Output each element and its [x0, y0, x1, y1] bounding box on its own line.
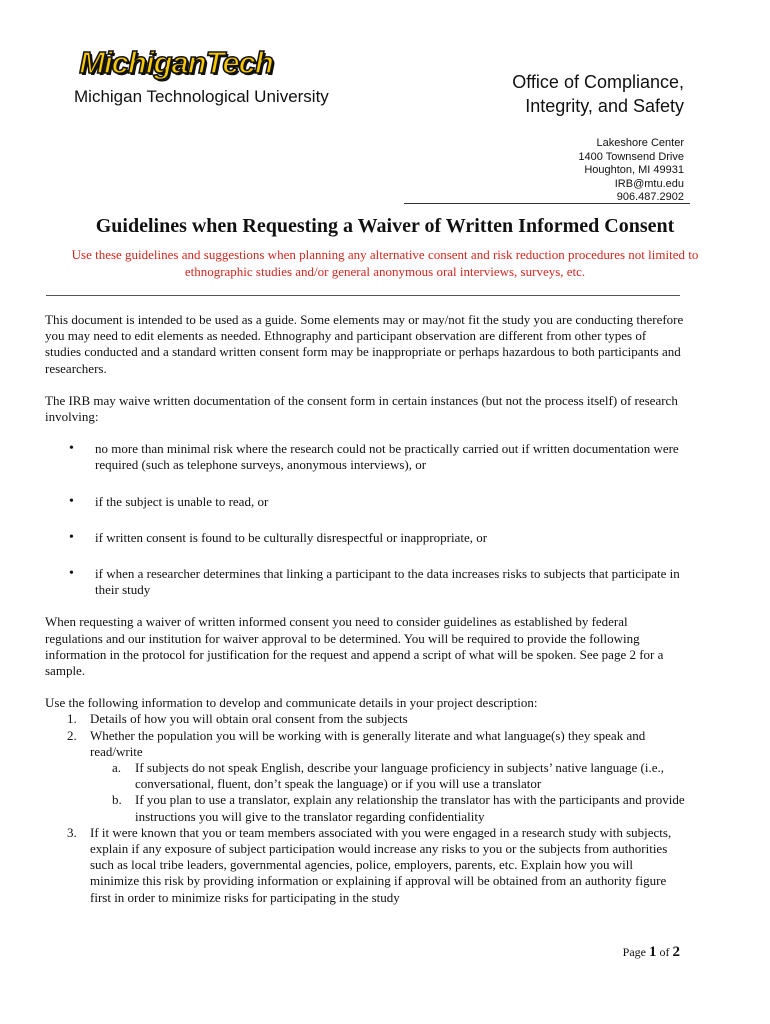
contact-email: IRB@mtu.edu [614, 177, 684, 190]
requirements-list [45, 711, 685, 905]
contact-street: 1400 Townsend Drive [578, 150, 684, 163]
list-item: 3. If it were known that you or team members associated with you were engaged in a research study with subjects, explain if any exposure of subject participation would increase any risks to you or the subjects from authorities such as local tribe leaders, governmental agencies, police, employers, parents, etc. Explain how you will minimize this risk by providing information or explaining if approval will be obtained from an authority figure first in order to minimize risks for participating in the study [67, 824, 672, 905]
contact-block [444, 137, 684, 205]
michigan-tech-logo [72, 42, 280, 84]
document-title: Guidelines when Requesting a Waiver of Written Informed Consent [95, 215, 675, 237]
contact-phone: 906.487.2902 [616, 191, 684, 203]
list-item: • no more than minimal risk where the research could not be practically carried out if written documentation were required (such as telephone surveys, anonymous interviews), or [69, 441, 679, 473]
list-item: 2. Whether the population you will be working with is generally literate and what language(s) they speak and read/write a. If subjects do not speak English, describe your language proficiency in subjects’ native language (i.e., conversational, fluent, don’t speak the language) or if you will use a translator b. If you plan to use a translator, explain any relationship the translator has with the participants and provide instructions you will give to the translator regarding confidentiality [67, 727, 685, 824]
page-number: Page 1 of 2 [622, 944, 680, 960]
section-divider [46, 295, 680, 296]
list-item: • if the subject is unable to read, or [69, 493, 269, 509]
waiver-conditions-list [45, 441, 685, 598]
bullet-icon: • [69, 566, 74, 582]
contact-building: Lakeshore Center [596, 137, 684, 149]
contact-city: Houghton, MI 49931 [584, 164, 684, 176]
header-divider [404, 203, 690, 204]
bullet-icon: • [69, 529, 74, 545]
list-item: • if written consent is found to be culturally disrespectful or inappropriate, or [69, 529, 488, 545]
list-item: b. If you plan to use a translator, explain any relationship the translator has with the participants and provide instructions you will give to the translator regarding confidentiality [112, 792, 685, 824]
office-line-1: Office of Compliance, [512, 72, 684, 92]
paragraph-purpose: This document is intended to be used as a guide. Some elements may or may/not fit the study you are conducting therefore you may need to edit elements as needed. Ethnography and participant observation are different from other types of studies conducted and a standard written consent form may be inappropriate or perhaps hazardous to both participants and researchers. [45, 312, 684, 376]
paragraph-project-description: Use the following information to develop and communicate details in your project description: [45, 695, 538, 711]
bullet-icon: • [69, 441, 74, 457]
intro-note: Use these guidelines and suggestions when planning any alternative consent and risk reduction procedures not limited to ethnographic studies and/or general anonymous oral interviews, surveys, etc. [71, 247, 699, 279]
paragraph-irb-waiver: The IRB may waive written documentation of the consent form in certain instances (but not the process itself) of research involving: [45, 392, 678, 425]
bullet-icon: • [69, 493, 74, 509]
list-item: 1. Details of how you will obtain oral consent from the subjects [67, 711, 408, 727]
list-item: a. If subjects do not speak English, describe your language proficiency in subjects’ native language (i.e., conversational, fluent, don’t speak the language) or if you will use a translator [112, 760, 664, 792]
office-name [384, 70, 684, 118]
office-line-2: Integrity, and Safety [525, 96, 684, 116]
logo-wordmark: MichiganTech [79, 45, 273, 80]
language-sublist [90, 760, 685, 825]
list-item: • if when a researcher determines that linking a participant to the data increases risks to subjects that participate in their study [69, 566, 680, 598]
document-body [45, 312, 685, 906]
university-name: Michigan Technological University [74, 87, 329, 106]
paragraph-requesting-waiver: When requesting a waiver of written informed consent you need to consider guidelines as established by federal regulations and our institution for waiver approval to be determined. You will be required to provide the following information in the protocol for justification for the request and append a script of what will be spoken. See page 2 for a sample. [45, 614, 664, 679]
